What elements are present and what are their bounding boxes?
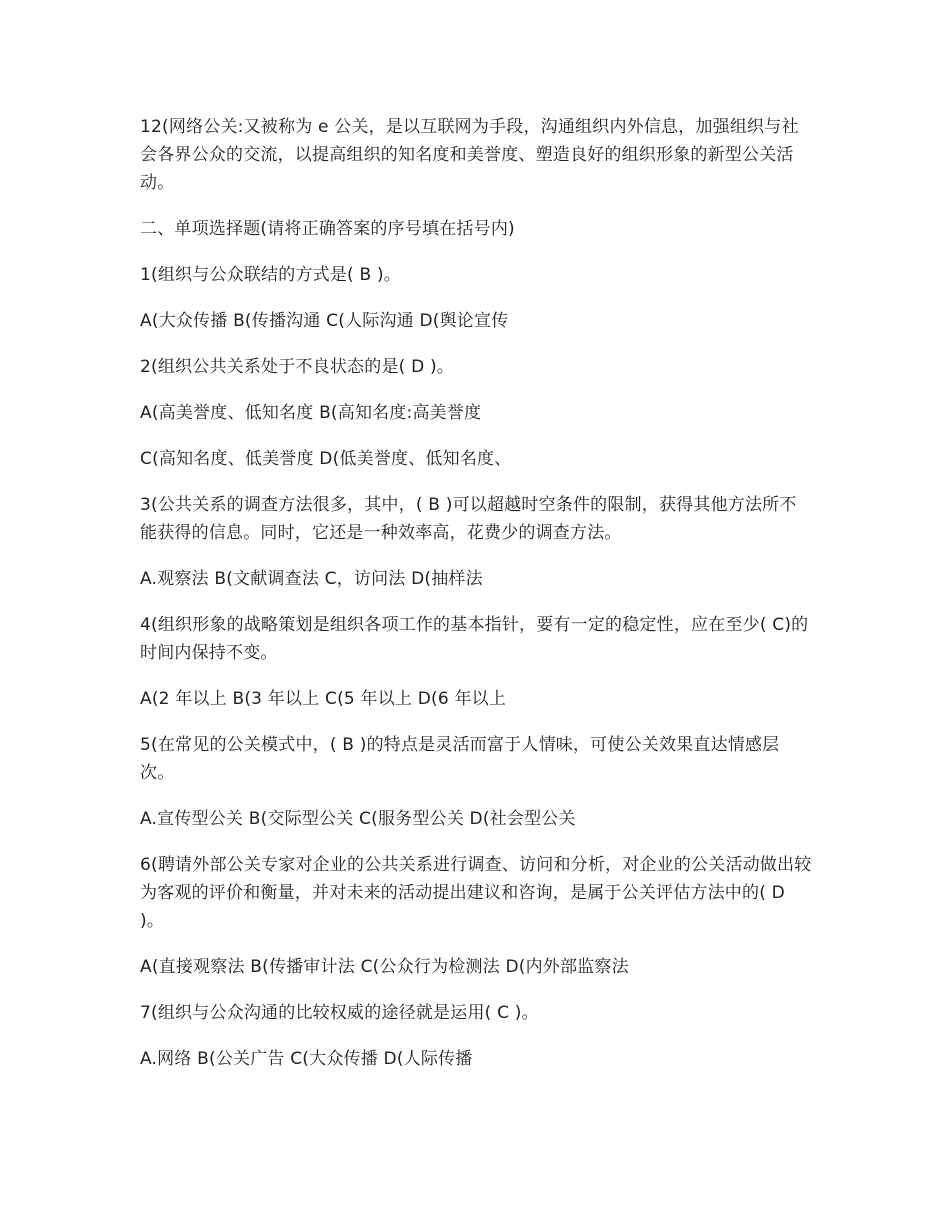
options-3: A.观察法 B(文献调查法 C，访问法 D(抽样法 bbox=[140, 569, 483, 589]
question-1: 1(组织与公众联结的方式是( B )。 bbox=[140, 265, 401, 285]
question-3: 3(公共关系的调查方法很多，其中，( B )可以超越时空条件的限制，获得其他方法所不能获得的信息。同时，它还是一种效率高，花费少的调查方法。 bbox=[140, 495, 797, 543]
options-5: A.宣传型公关 B(交际型公关 C(服务型公关 D(社会型公关 bbox=[140, 809, 576, 829]
question-7: 7(组织与公众沟通的比较权威的途径就是运用( C )。 bbox=[140, 1003, 539, 1023]
options-7: A.网络 B(公关广告 C(大众传播 D(人际传播 bbox=[140, 1049, 473, 1069]
options-6: A(直接观察法 B(传播审计法 C(公众行为检测法 D(内外部监察法 bbox=[140, 957, 629, 977]
options-4: A(2 年以上 B(3 年以上 C(5 年以上 D(6 年以上 bbox=[140, 689, 507, 709]
options-1: A(大众传播 B(传播沟通 C(人际沟通 D(舆论宣传 bbox=[140, 311, 509, 331]
document-body bbox=[140, 113, 812, 1073]
options-2-cd: C(高知名度、低美誉度 D(低美誉度、低知名度、 bbox=[140, 449, 512, 469]
options-2-ab: A(高美誉度、低知名度 B(高知名度:高美誉度 bbox=[140, 403, 482, 423]
question-2: 2(组织公共关系处于不良状态的是( D )。 bbox=[140, 357, 455, 377]
question-6: 6(聘请外部公关专家对企业的公共关系进行调查、访问和分析，对企业的公关活动做出较为客观的评价和衡量，并对未来的活动提出建议和咨询，是属于公关评估方法中的( D )。 bbox=[140, 855, 812, 931]
question-5: 5(在常见的公关模式中，( B )的特点是灵活而富于人情味，可使公关效果直达情感层次。 bbox=[140, 735, 780, 783]
paragraph-definition-12: 12(网络公关:又被称为 e 公关，是以互联网为手段，沟通组织内外信息，加强组织与社会各界公众的交流，以提高组织的知名度和美誉度、塑造良好的组织形象的新型公关活动。 bbox=[140, 117, 799, 193]
section-heading: 二、单项选择题(请将正确答案的序号填在括号内) bbox=[140, 219, 515, 239]
question-4: 4(组织形象的战略策划是组织各项工作的基本指针，要有一定的稳定性，应在至少( C)的时间内保持不变。 bbox=[140, 615, 809, 663]
